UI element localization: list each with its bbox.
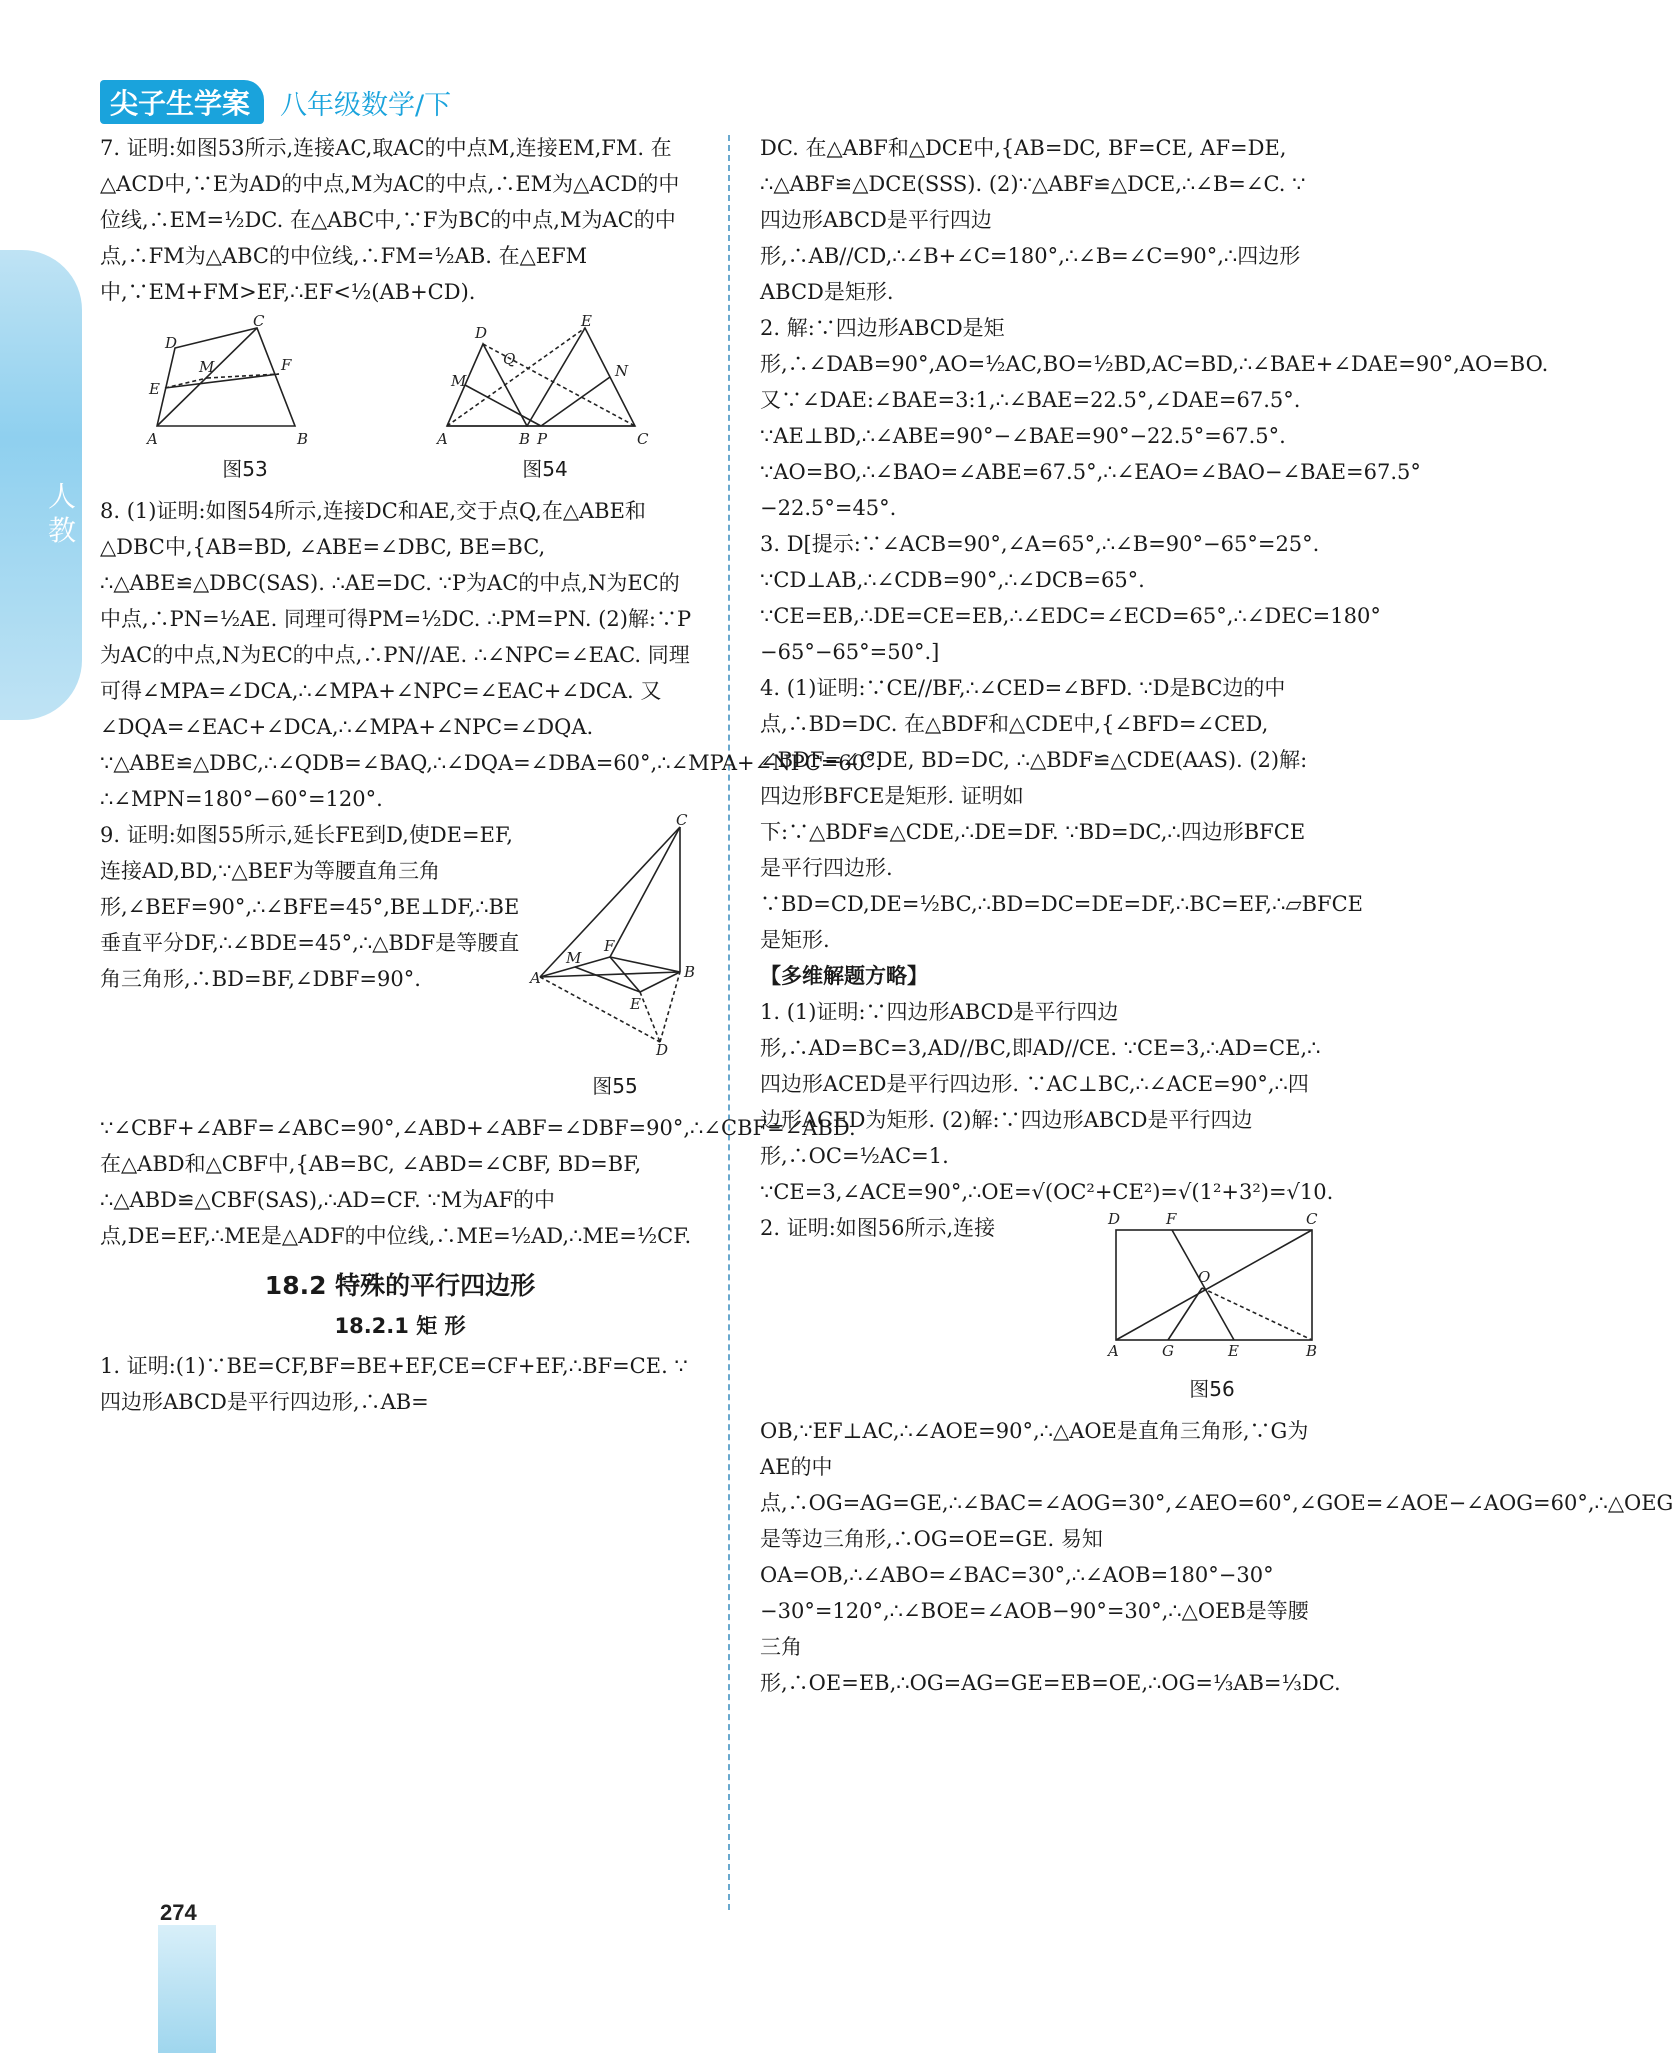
svg-text:D: D (1108, 1210, 1121, 1228)
figure-53-drawing (145, 312, 345, 451)
svg-text:N: N (615, 362, 629, 380)
side-tab-label: 人教 (48, 480, 77, 547)
answer-9: 9. 证明:如图55所示,延长FE到D,使DE=EF,连接AD,BD,∵△BEF为等腰直角三角形,∠BEF=90°,∴∠BFE=45°,BE⊥DF,∴BE垂直平分DF,∴∠BDE=45°,∴△BDF是等腰直角三角形,∴BD=BF,∠DBF=90°. ∵∠CBF+∠ABF=∠ABC=90°,∠ABD+∠ABF=∠DBF=90°,∴∠CBF=∠ABD. 在△ABD和△CBF中,{AB=BC, ∠ABD=∠CBF, BD=BF, ∴△ABD≌△CBF(SAS),∴AD=CF. ∵M为AF的中点,DE=EF,∴ME是△ADF的中位线,∴ME=½AD,∴ME=½CF. (100, 823, 856, 1248)
figure-54 (435, 312, 655, 487)
svg-text:M: M (566, 949, 582, 967)
method-heading: 【多维解题方略】 (760, 964, 928, 988)
svg-text:B: B (297, 430, 309, 448)
svg-text:C: C (1306, 1210, 1318, 1228)
figure-54-drawing (435, 312, 655, 451)
figure-55 (530, 811, 700, 1104)
answer-1-continued: DC. 在△ABF和△DCE中,{AB=DC, BF=CE, AF=DE, ∴△ABF≌△DCE(SSS). (2)∵△ABF≌△DCE,∴∠B=∠C. ∵四边形ABCD是平行四边形,∴AB//CD,∴∠B+∠C=180°,∴∠B=∠C=90°,∴四边形ABCD是矩形. (760, 136, 1306, 304)
svg-text:E: E (630, 995, 641, 1013)
column-divider (728, 135, 730, 1910)
page-corner-tab (158, 1925, 216, 2053)
method-answer-1: 1. (1)证明:∵四边形ABCD是平行四边形,∴AD=BC=3,AD//BC,即AD//CE. ∵CE=3,∴AD=CE,∴四边形ACED是平行四边形. ∵AC⊥BC,∴∠ACE=90°,∴四边形ACED为矩形. (2)解:∵四边形ABCD是平行四边形,∴OC=½AC=1. ∵CE=3,∠ACE=90°,∴OE=√(OC²+CE²)=√(1²+3²)=√10. (760, 1000, 1334, 1204)
answer-4: 4. (1)证明:∵CE//BF,∴∠CED=∠BFD. ∵D是BC边的中点,∴BD=DC. 在△BDF和△CDE中,{∠BFD=∠CED, ∠BDF=∠CDE, BD=DC, ∴△BDF≌△CDE(AAS). (2)解:四边形BFCE是矩形. 证明如下:∵△BDF≌△CDE,∴DE=DF. ∵BD=DC,∴四边形BFCE是平行四边形. ∵BD=CD,DE=½BC,∴BD=DC=DE=DF,∴BC=EF,∴▱BFCE是矩形. (760, 676, 1363, 952)
svg-text:M: M (451, 372, 467, 390)
figure-53-caption: 图53 (222, 457, 268, 481)
figure-56 (1102, 1210, 1322, 1407)
svg-text:P: P (537, 430, 548, 448)
svg-text:C: C (637, 430, 649, 448)
svg-text:D: D (475, 324, 488, 342)
figure-54-caption: 图54 (522, 457, 568, 481)
brand-logo: 尖子生学案 (100, 80, 264, 124)
page-number: 274 (160, 1900, 197, 1925)
svg-text:A: A (437, 430, 448, 448)
right-column (760, 130, 1673, 1701)
svg-text:C: C (253, 312, 265, 330)
answer-3: 3. D[提示:∵∠ACB=90°,∠A=65°,∴∠B=90°−65°=25°. ∵CD⊥AB,∴∠CDB=90°,∴∠DCB=65°. ∵CE=EB,∴DE=CE=EB,∴∠EDC=∠ECD=65°,∴∠DEC=180°−65°−65°=50°.] (760, 532, 1381, 664)
book-subtitle: 八年级数学/下 (280, 89, 452, 121)
subsection-heading: 18.2.1 矩 形 (334, 1314, 466, 1338)
svg-text:E: E (149, 380, 160, 398)
svg-text:B: B (684, 963, 696, 981)
answer-7: 7. 证明:如图53所示,连接AC,取AC的中点M,连接EM,FM. 在△ACD中,∵E为AD的中点,M为AC的中点,∴EM为△ACD的中位线,∴EM=½DC. 在△ABC中,∵F为BC的中点,M为AC的中点,∴FM为△ABC的中位线,∴FM=½AB. 在△EFM中,∵EM+FM>EF,∴EF<½(AB+CD). (100, 136, 680, 304)
svg-text:F: F (604, 937, 615, 955)
figure-55-drawing (530, 811, 700, 1059)
figure-56-caption: 图56 (1189, 1377, 1235, 1401)
svg-text:G: G (1162, 1342, 1174, 1360)
svg-text:D: D (165, 334, 178, 352)
figure-row-53-54 (100, 312, 700, 487)
svg-text:Q: Q (503, 350, 516, 368)
svg-text:F: F (281, 356, 292, 374)
figure-53 (145, 312, 345, 487)
method-answer-2: 2. 证明:如图56所示,连接OB,∵EF⊥AC,∴∠AOE=90°,∴△AOE是直角三角形,∵G为AE的中点,∴OG=AG=GE,∴∠BAC=∠AOG=30°,∠AEO=60°,∠GOE=∠AOE−∠AOG=60°,∴△OEG是等边三角形,∴OG=OE=GE. 易知OA=OB,∴∠ABO=∠BAC=30°,∴∠AOB=180°−30°−30°=120°,∴∠BOE=∠AOB−90°=30°,∴△OEB是等腰三角形,∴OE=EB,∴OG=AG=GE=EB=OE,∴OG=⅓AB=⅓DC. (760, 1216, 1673, 1695)
section-heading: 18.2 特殊的平行四边形 (264, 1271, 536, 1300)
svg-text:B: B (1306, 1342, 1318, 1360)
svg-text:A: A (1108, 1342, 1119, 1360)
figure-56-drawing (1102, 1210, 1322, 1360)
svg-text:D: D (656, 1041, 669, 1059)
figure-55-caption: 图55 (592, 1074, 638, 1098)
answer-2: 2. 解:∵四边形ABCD是矩形,∴∠DAB=90°,AO=½AC,BO=½BD,AC=BD,∴∠BAE+∠DAE=90°,AO=BO. 又∵∠DAE:∠BAE=3:1,∴∠BAE=22.5°,∠DAE=67.5°. ∵AE⊥BD,∴∠ABE=90°−∠BAE=90°−22.5°=67.5°. ∵AO=BO,∴∠BAO=∠ABE=67.5°,∴∠EAO=∠BAO−∠BAE=67.5°−22.5°=45°. (760, 316, 1549, 520)
answer-1-start: 1. 证明:(1)∵BE=CF,BF=BE+EF,CE=CF+EF,∴BF=CE. ∵四边形ABCD是平行四边形,∴AB= (100, 1354, 688, 1414)
svg-text:A: A (147, 430, 158, 448)
svg-text:B: B (519, 430, 531, 448)
page-header (100, 82, 451, 122)
svg-text:M: M (199, 358, 215, 376)
answer-8: 8. (1)证明:如图54所示,连接DC和AE,交于点Q,在△ABE和△DBC中,{AB=BD, ∠ABE=∠DBC, BE=BC, ∴△ABE≌△DBC(SAS). ∴AE=DC. ∵P为AC的中点,N为EC的中点,∴PN=½AE. 同理可得PM=½DC. ∴PM=PN. (2)解:∵P为AC的中点,N为EC的中点,∴PN//AE. ∴∠NPC=∠EAC. 同理可得∠MPA=∠DCA,∴∠MPA+∠NPC=∠EAC+∠DCA. 又∠DQA=∠EAC+∠DCA,∴∠MPA+∠NPC=∠DQA. ∵△ABE≌△DBC,∴∠QDB=∠BAQ,∴∠DQA=∠DBA=60°,∴∠MPA+∠NPC=60°. ∴∠MPN=180°−60°=120°. (100, 499, 883, 811)
svg-text:A: A (530, 969, 541, 987)
svg-text:C: C (676, 811, 688, 829)
svg-text:O: O (1198, 1268, 1211, 1286)
svg-text:E: E (1228, 1342, 1239, 1360)
svg-text:F: F (1166, 1210, 1177, 1228)
svg-text:E: E (581, 312, 592, 330)
